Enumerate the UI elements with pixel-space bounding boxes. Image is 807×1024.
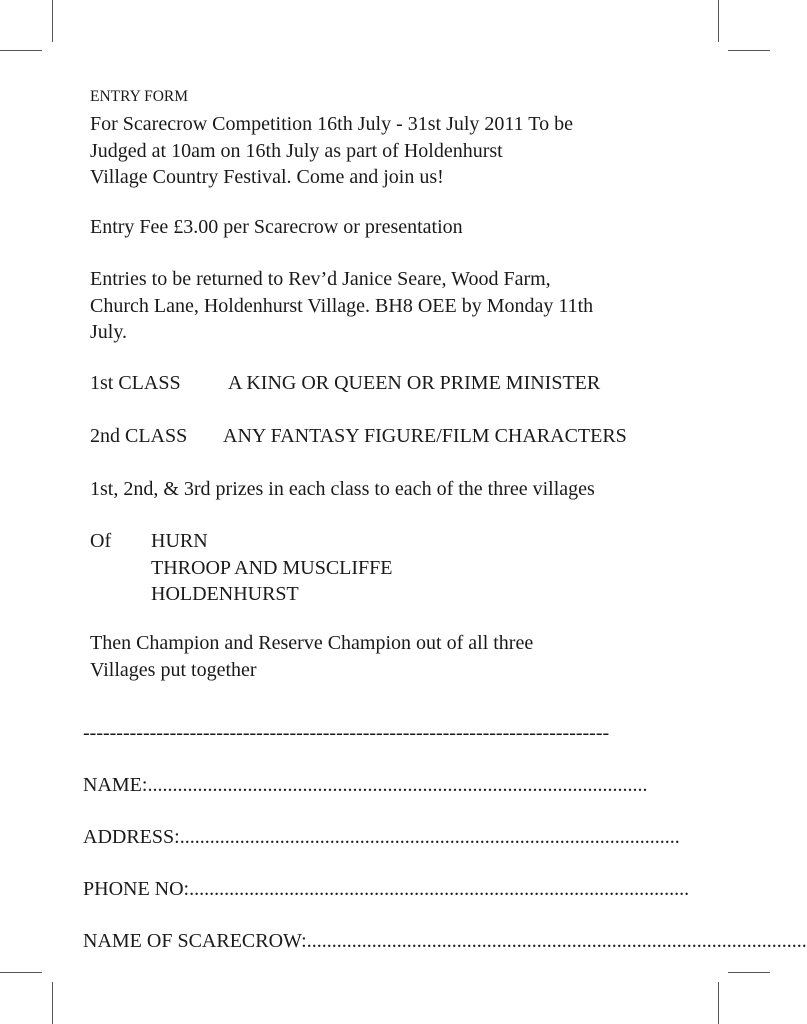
crop-mark [52, 982, 53, 1024]
class-label: 2nd CLASS [90, 425, 188, 447]
entries-line: Church Lane, Holdenhurst Village. BH8 OEE by Monday 11th [90, 294, 594, 317]
villages-label: Of [90, 530, 112, 552]
crop-mark [728, 972, 770, 973]
entries-line: Entries to be returned to Rev’d Janice Seare, Wood Farm, [90, 268, 551, 290]
class-label: 1st CLASS [90, 372, 181, 394]
field-leader: .................................................................................................... [147, 774, 648, 796]
crop-mark [728, 50, 770, 51]
class-row [90, 370, 600, 397]
villages-list [151, 528, 393, 608]
field-leader: .................................................................................................... [179, 826, 680, 848]
village-item: HOLDENHURST [151, 583, 299, 605]
champion-line: Villages put together [90, 658, 257, 681]
intro-line: For Scarecrow Competition 16th July - 31st July 2011 To be [90, 113, 574, 135]
champion-paragraph [90, 630, 533, 683]
field-leader: .................................................................................................... [306, 930, 807, 952]
village-item: THROOP AND MUSCLIFFE [151, 556, 393, 579]
crop-mark [718, 982, 719, 1024]
name-field[interactable] [83, 772, 675, 798]
champion-line: Then Champion and Reserve Champion out of all three [90, 632, 534, 654]
prizes-text: 1st, 2nd, & 3rd prizes in each class to each of the three villages [90, 478, 595, 500]
scarecrow-name-field[interactable] [83, 928, 807, 954]
crop-mark [0, 50, 42, 51]
crop-mark [52, 0, 53, 42]
entries-line: July. [90, 321, 128, 343]
village-item: HURN [151, 530, 208, 552]
intro-line: Judged at 10am on 16th July as part of Holdenhurst [90, 139, 503, 162]
field-label: NAME: [83, 774, 148, 796]
form-heading: ENTRY FORM [90, 88, 189, 105]
crop-mark [0, 972, 42, 973]
class-row [90, 423, 627, 450]
class-description: ANY FANTASY FIGURE/FILM CHARACTERS [223, 425, 627, 447]
address-field[interactable] [83, 824, 680, 850]
phone-field[interactable] [83, 876, 690, 902]
entry-fee: Entry Fee £3.00 per Scarecrow or presentation [90, 216, 463, 238]
field-label: ADDRESS: [83, 826, 180, 848]
intro-paragraph [90, 111, 573, 191]
intro-line: Village Country Festival. Come and join us! [90, 166, 444, 188]
class-description: A KING OR QUEEN OR PRIME MINISTER [228, 372, 601, 394]
entries-paragraph [90, 266, 593, 346]
cut-line: ------------------------------------------------------------------------------- [83, 722, 610, 744]
field-leader: .................................................................................................... [189, 878, 690, 900]
field-label: PHONE NO: [83, 878, 190, 900]
field-label: NAME OF SCARECROW: [83, 930, 307, 952]
crop-mark [718, 0, 719, 42]
